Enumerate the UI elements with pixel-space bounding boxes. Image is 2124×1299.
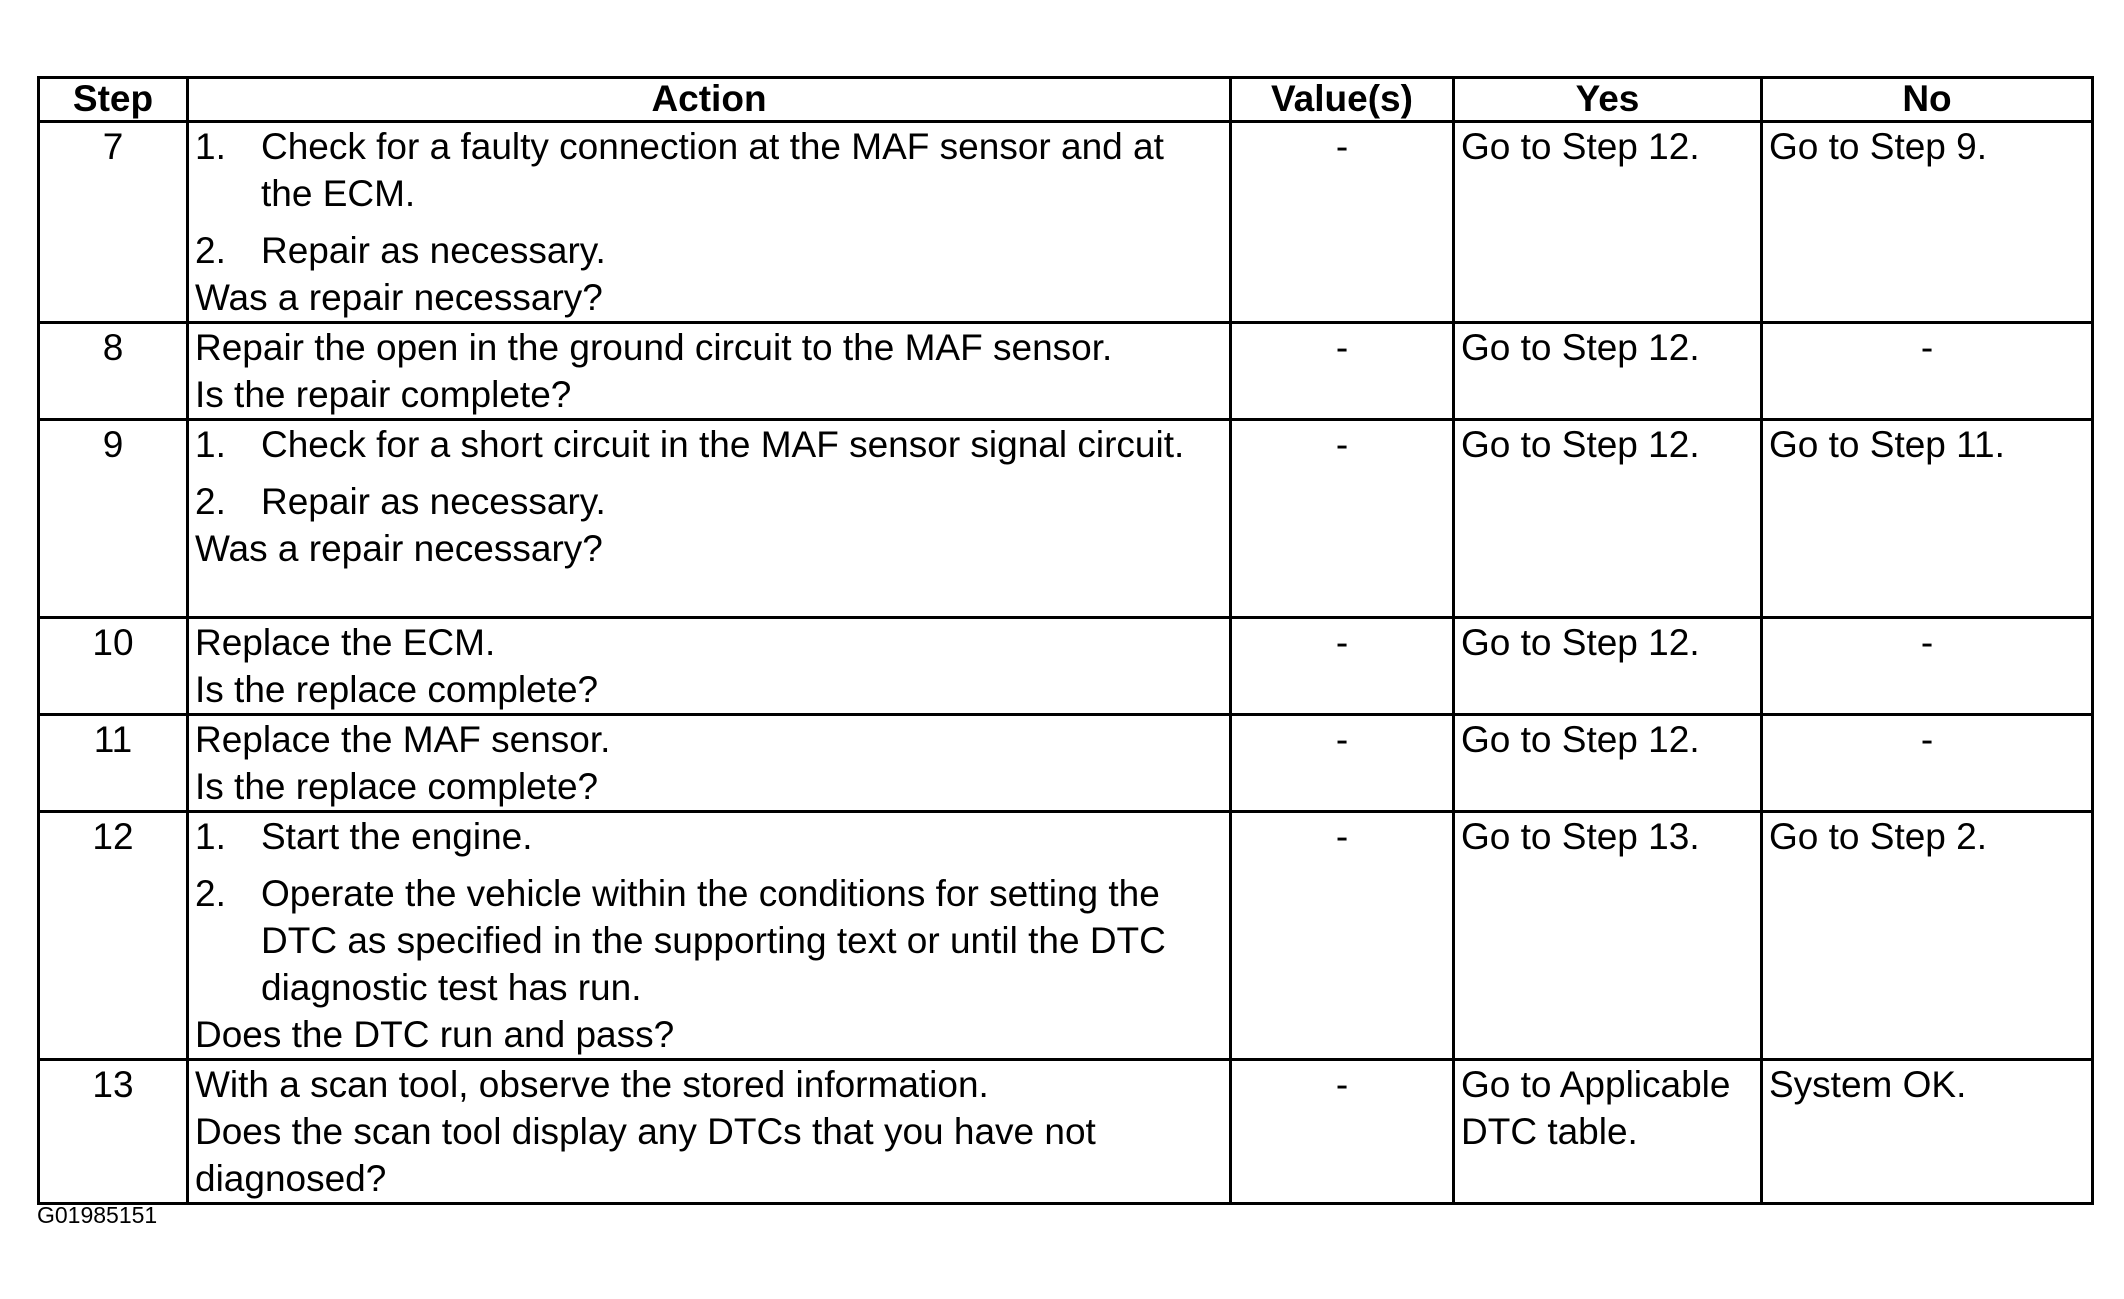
action-item [195, 478, 1223, 525]
item-text: Repair as necessary. [261, 230, 606, 271]
table-row [39, 715, 2093, 812]
yes-cell: Go to Step 12. [1454, 323, 1762, 420]
action-question: Was a repair necessary? [195, 277, 603, 318]
yes-cell: Go to Step 12. [1454, 122, 1762, 323]
action-item [195, 813, 1223, 860]
action-question: Does the DTC run and pass? [195, 1014, 675, 1055]
item-text: Repair as necessary. [261, 481, 606, 522]
no-cell: - [1762, 618, 2093, 715]
table-row [39, 618, 2093, 715]
action-question: Was a repair necessary? [195, 528, 603, 569]
action-question: Is the replace complete? [195, 669, 599, 710]
item-text: Check for a short circuit in the MAF sensor signal circuit. [261, 424, 1185, 465]
no-cell: Go to Step 9. [1762, 122, 2093, 323]
value-cell: - [1231, 1060, 1454, 1204]
step-number: 8 [39, 323, 188, 420]
header-no: No [1762, 78, 2093, 122]
action-text: Repair the open in the ground circuit to the MAF sensor. [195, 327, 1113, 368]
action-text: Replace the ECM. [195, 622, 496, 663]
header-step: Step [39, 78, 188, 122]
table-row [39, 812, 2093, 1060]
table-row [39, 122, 2093, 323]
action-item [195, 123, 1223, 217]
item-number: 2. [195, 873, 226, 914]
table-row [39, 323, 2093, 420]
header-values: Value(s) [1231, 78, 1454, 122]
action-item [195, 870, 1223, 1011]
yes-cell: Go to Step 13. [1454, 812, 1762, 1060]
table-row [39, 420, 2093, 618]
action-cell [188, 122, 1231, 323]
table-row [39, 1060, 2093, 1204]
action-question: Is the repair complete? [195, 374, 572, 415]
action-question: Does the scan tool display any DTCs that you have not diagnosed? [195, 1111, 1096, 1199]
step-number: 12 [39, 812, 188, 1060]
step-number: 11 [39, 715, 188, 812]
no-cell: - [1762, 715, 2093, 812]
value-cell: - [1231, 812, 1454, 1060]
step-number: 7 [39, 122, 188, 323]
item-number: 1. [195, 126, 226, 167]
value-cell: - [1231, 618, 1454, 715]
item-text: Check for a faulty connection at the MAF sensor and at the ECM. [261, 126, 1164, 214]
action-item [195, 227, 1223, 274]
item-number: 2. [195, 230, 226, 271]
item-number: 1. [195, 424, 226, 465]
header-action: Action [188, 78, 1231, 122]
action-item [195, 421, 1223, 468]
header-yes: Yes [1454, 78, 1762, 122]
item-number: 2. [195, 481, 226, 522]
action-cell [188, 323, 1231, 420]
action-cell [188, 618, 1231, 715]
step-number: 9 [39, 420, 188, 618]
item-number: 1. [195, 816, 226, 857]
yes-cell: Go to Step 12. [1454, 715, 1762, 812]
step-number: 10 [39, 618, 188, 715]
figure-id: G01985151 [37, 1202, 158, 1228]
action-cell [188, 420, 1231, 618]
no-cell: System OK. [1762, 1060, 2093, 1204]
no-cell: Go to Step 11. [1762, 420, 2093, 618]
action-cell [188, 812, 1231, 1060]
value-cell: - [1231, 122, 1454, 323]
yes-cell: Go to Step 12. [1454, 420, 1762, 618]
action-cell [188, 1060, 1231, 1204]
yes-cell: Go to Applicable DTC table. [1454, 1060, 1762, 1204]
value-cell: - [1231, 420, 1454, 618]
item-text: Operate the vehicle within the conditions for setting the DTC as specified in the supporting text or until the DTC diagnostic test has run. [261, 873, 1166, 1008]
action-cell [188, 715, 1231, 812]
item-text: Start the engine. [261, 816, 533, 857]
header-row [39, 78, 2093, 122]
no-cell: Go to Step 2. [1762, 812, 2093, 1060]
action-question: Is the replace complete? [195, 766, 599, 807]
diagnostic-table [37, 76, 2094, 1205]
value-cell: - [1231, 323, 1454, 420]
action-text: Replace the MAF sensor. [195, 719, 611, 760]
step-number: 13 [39, 1060, 188, 1204]
yes-cell: Go to Step 12. [1454, 618, 1762, 715]
value-cell: - [1231, 715, 1454, 812]
action-text: With a scan tool, observe the stored information. [195, 1064, 989, 1105]
no-cell: - [1762, 323, 2093, 420]
